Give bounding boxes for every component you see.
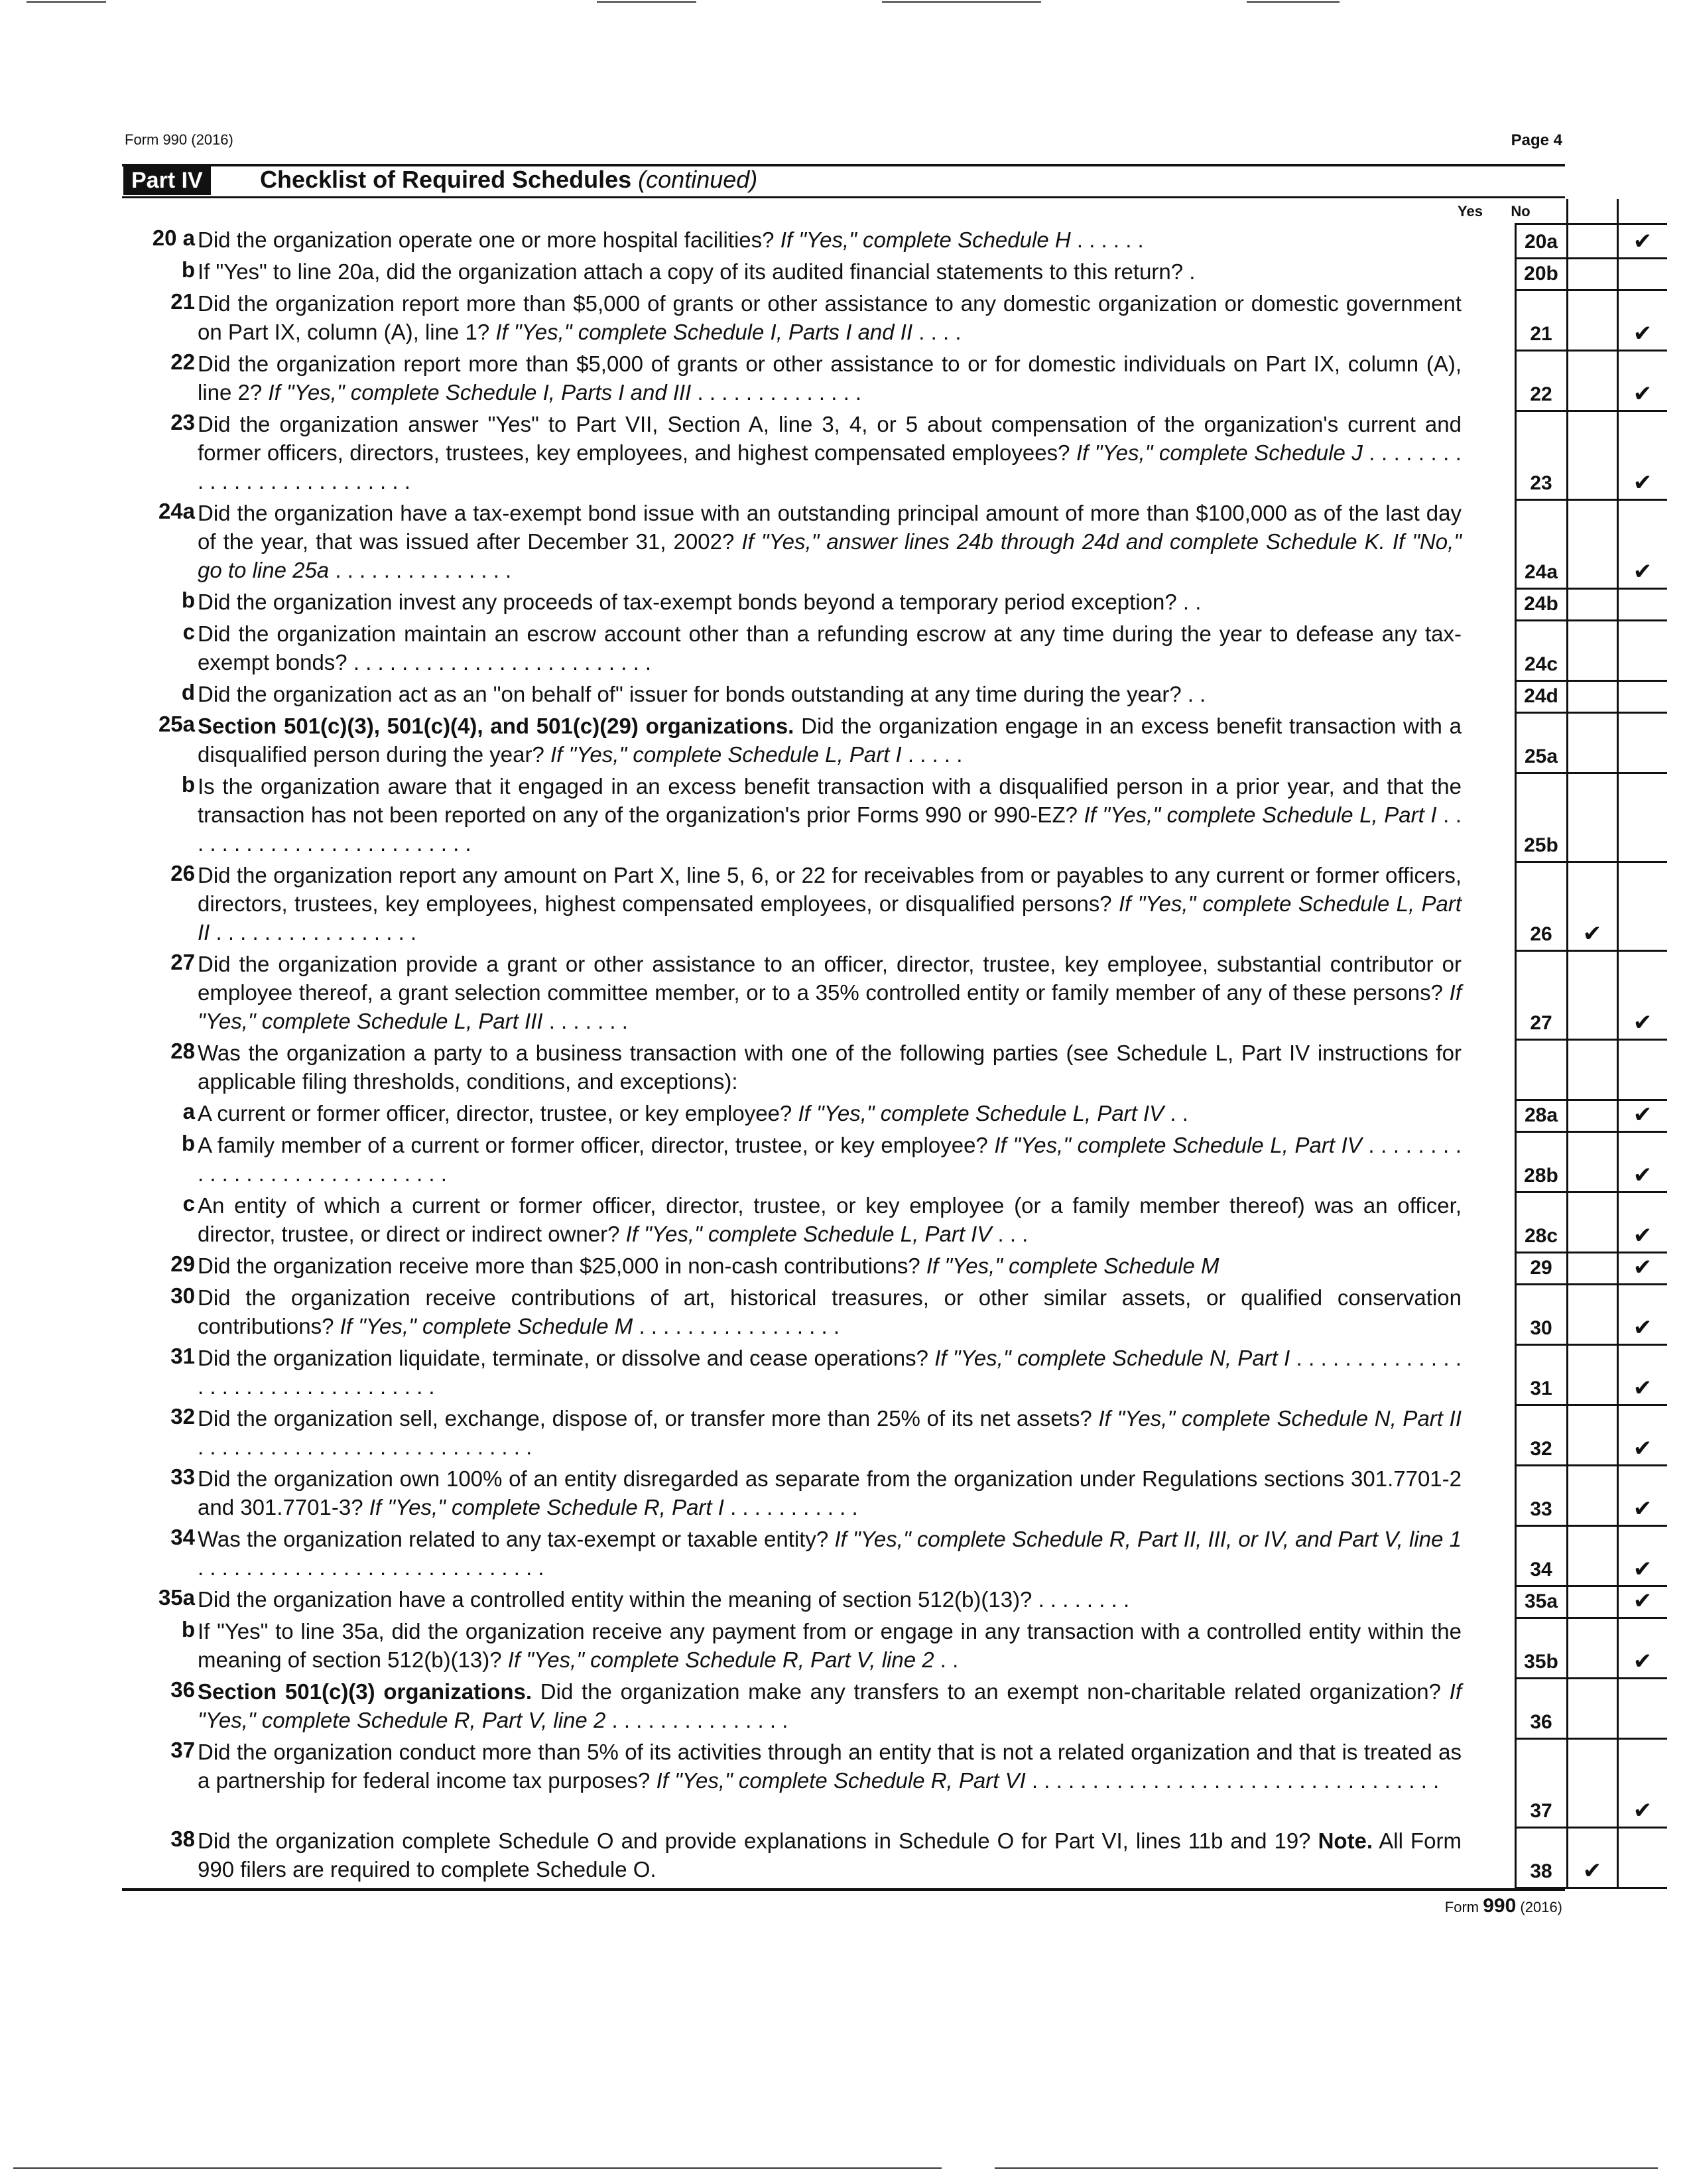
checklist-row bbox=[122, 1191, 1653, 1252]
line-reference: 32 bbox=[1530, 1438, 1552, 1460]
line-reference: 20a bbox=[1524, 231, 1558, 253]
line-reference: 36 bbox=[1530, 1711, 1552, 1733]
column-border bbox=[1515, 223, 1517, 1887]
line-reference: 24d bbox=[1524, 685, 1558, 707]
no-checkbox[interactable]: ✔ bbox=[1633, 381, 1653, 407]
checklist-row bbox=[122, 1525, 1653, 1585]
line-number: 38 bbox=[170, 1827, 195, 1851]
form-header: Form 990 (2016) bbox=[125, 131, 233, 148]
line-number: 20 a bbox=[152, 225, 195, 250]
question-text: Section 501(c)(3), 501(c)(4), and 501(c)(29) organizations. Did the organization engage in an excess benefit transaction with a disqualified person during the year? If "Yes," complete Schedule L, Part I . . . . . bbox=[198, 714, 1462, 767]
question-text: Was the organization related to any tax-exempt or taxable entity? If "Yes," complete Schedule R, Part II, III, or IV, and Part V, line 1 . . . . . . . . . . . . . . . . . . . . . . . . . . . . . bbox=[198, 1527, 1462, 1580]
line-reference: 20b bbox=[1524, 263, 1558, 285]
footer-form-number: 990 bbox=[1483, 1895, 1517, 1917]
no-checkbox[interactable]: ✔ bbox=[1633, 321, 1653, 346]
checklist-row bbox=[122, 588, 1565, 619]
scan-mark bbox=[597, 1, 696, 3]
no-checkbox[interactable]: ✔ bbox=[1633, 559, 1653, 584]
question-text: Did the organization operate one or more hospital facilities? If "Yes," complete Schedule H . . . . . . bbox=[198, 227, 1144, 252]
yes-column-header: Yes bbox=[1458, 203, 1483, 220]
checklist-row bbox=[122, 1252, 1653, 1283]
checklist-row bbox=[122, 257, 1565, 289]
line-number: b bbox=[181, 1617, 195, 1641]
line-reference: 24c bbox=[1524, 653, 1558, 675]
checklist-row bbox=[122, 1464, 1653, 1525]
question-text: Did the organization own 100% of an entity disregarded as separate from the organization under Regulations sections 301.7701-2 and 301.7701-3? If "Yes," complete Schedule R, Part I . . . . . . . . . . . bbox=[198, 1466, 1462, 1519]
no-checkbox[interactable]: ✔ bbox=[1633, 1255, 1653, 1280]
checklist-row bbox=[122, 619, 1565, 680]
part-title-text: Checklist of Required Schedules bbox=[260, 166, 632, 193]
line-reference: 23 bbox=[1530, 472, 1552, 494]
no-checkbox[interactable]: ✔ bbox=[1633, 470, 1653, 495]
question-text: Did the organization report more than $5,000 of grants or other assistance to any domestic organization or domestic government on Part IX, column (A), line 1? If "Yes," complete Schedule I, Parts I and II . . . . bbox=[198, 291, 1462, 344]
footer bbox=[1445, 1895, 1562, 1917]
line-number: b bbox=[181, 772, 195, 797]
no-checkbox[interactable]: ✔ bbox=[1633, 1436, 1653, 1461]
header-rule bbox=[122, 196, 1565, 198]
line-number: 23 bbox=[170, 410, 195, 434]
line-number: 29 bbox=[170, 1252, 195, 1276]
line-reference: 31 bbox=[1530, 1378, 1552, 1399]
no-checkbox[interactable]: ✔ bbox=[1633, 1588, 1653, 1614]
question-text: Did the organization answer "Yes" to Part VII, Section A, line 3, 4, or 5 about compensation of the organization's current and former officers, directors, trustees, key employees, and highest compensated employees? If "Yes," complete Schedule J . . . . . . . . . . . . . . . . . . . . . . . . . . bbox=[198, 412, 1462, 493]
scan-mark bbox=[27, 1, 106, 3]
question-text: Did the organization receive more than $25,000 in non-cash contributions? If "Yes," complete Schedule M bbox=[198, 1253, 1219, 1278]
question-text: Did the organization receive contributions of art, historical treasures, or other similar assets, or qualified conservation contributions? If "Yes," complete Schedule M . . . . . . . . . . . . . . . . . bbox=[198, 1285, 1462, 1338]
question-text: Was the organization a party to a business transaction with one of the following parties (see Schedule L, Part IV instructions for applicable filing thresholds, conditions, and exceptions): bbox=[198, 1041, 1462, 1094]
no-checkbox[interactable]: ✔ bbox=[1633, 1102, 1653, 1127]
line-reference: 28c bbox=[1524, 1225, 1558, 1247]
part-tag: Part IV bbox=[123, 166, 211, 195]
question-text: Did the organization maintain an escrow account other than a refunding escrow at any time during the year to defease any tax-exempt bonds? . . . . . . . . . . . . . . . . . . . . . . . . . bbox=[198, 621, 1462, 674]
no-checkbox[interactable]: ✔ bbox=[1633, 229, 1653, 254]
line-reference: 29 bbox=[1530, 1257, 1552, 1279]
line-number: b bbox=[181, 1131, 195, 1155]
line-number: 24a bbox=[158, 499, 195, 523]
checklist-row bbox=[122, 950, 1653, 1039]
line-number: 30 bbox=[170, 1283, 195, 1308]
line-reference: 21 bbox=[1530, 323, 1552, 345]
question-text: Did the organization invest any proceeds of tax-exempt bonds beyond a temporary period exception? . . bbox=[198, 590, 1202, 614]
question-text: A current or former officer, director, trustee, or key employee? If "Yes," complete Schedule L, Part IV . . bbox=[198, 1101, 1188, 1125]
line-number: b bbox=[181, 588, 195, 612]
checklist-row bbox=[122, 225, 1653, 257]
question-text: If "Yes" to line 35a, did the organization receive any payment from or engage in any transaction with a controlled entity within the meaning of section 512(b)(13)? If "Yes," complete Schedule R, Part V, line 2 . . bbox=[198, 1619, 1462, 1672]
line-number: 27 bbox=[170, 950, 195, 974]
column-header-divider bbox=[1515, 223, 1667, 225]
line-reference: 37 bbox=[1530, 1800, 1552, 1822]
line-reference: 24b bbox=[1524, 593, 1558, 615]
line-reference: 25a bbox=[1524, 745, 1558, 767]
checklist-row bbox=[122, 680, 1565, 712]
checklist-row bbox=[122, 1283, 1653, 1344]
part-title bbox=[260, 166, 757, 194]
question-text: Did the organization liquidate, terminate, or dissolve and cease operations? If "Yes," complete Schedule N, Part I . . . . . . . . . . . . . . . . . . . . . . . . . . . . . . . . . . bbox=[198, 1346, 1462, 1399]
question-text: Did the organization complete Schedule O and provide explanations in Schedule O for Part VI, lines 11b and 19? Note. All Form 990 filers are required to complete Schedule O. bbox=[198, 1829, 1462, 1882]
line-reference: 22 bbox=[1530, 383, 1552, 405]
checklist-row bbox=[122, 861, 1602, 950]
checklist-row bbox=[122, 410, 1653, 499]
checklist-row bbox=[122, 1099, 1653, 1131]
no-column-header: No bbox=[1511, 203, 1531, 220]
line-reference: 30 bbox=[1530, 1317, 1552, 1339]
checklist-row bbox=[122, 350, 1653, 410]
line-reference: 34 bbox=[1530, 1559, 1552, 1580]
checklist-row bbox=[122, 772, 1565, 861]
question-text: If "Yes" to line 20a, did the organization attach a copy of its audited financial statements to this return? . bbox=[198, 259, 1196, 284]
line-reference: 27 bbox=[1530, 1012, 1552, 1034]
no-checkbox[interactable]: ✔ bbox=[1633, 1649, 1653, 1674]
line-number: 35a bbox=[158, 1585, 195, 1610]
checklist-row bbox=[122, 289, 1653, 350]
question-text: An entity of which a current or former officer, director, trustee, or key employee (or a family member thereof) was an officer, director, trustee, or direct or indirect owner? If "Yes," complete Schedule L, Part IV . . . bbox=[198, 1193, 1462, 1246]
checklist-row bbox=[122, 1677, 1565, 1738]
checklist-row bbox=[122, 1738, 1653, 1827]
yes-checkbox[interactable]: ✔ bbox=[1582, 921, 1602, 946]
bottom-rule bbox=[122, 1888, 1565, 1891]
part-title-suffix: (continued) bbox=[638, 166, 758, 193]
yes-checkbox[interactable]: ✔ bbox=[1582, 1858, 1602, 1884]
line-number: c bbox=[182, 619, 195, 644]
line-reference: 38 bbox=[1530, 1860, 1552, 1882]
checklist-row bbox=[122, 1344, 1653, 1404]
line-number: a bbox=[182, 1099, 195, 1124]
footer-year: (2016) bbox=[1520, 1899, 1562, 1915]
no-checkbox[interactable]: ✔ bbox=[1633, 1798, 1653, 1823]
question-text: Is the organization aware that it engaged in an excess benefit transaction with a disqualified person in a prior year, and that the transaction has not been reported on any of the organization's prior Forms 990 or 990-EZ? If "Yes," complete Schedule L, Part I . . . . . . . . . . . . . . . . . . . . . . . . . bbox=[198, 774, 1462, 856]
checklist-row bbox=[122, 1131, 1653, 1191]
question-text: Did the organization report more than $5,000 of grants or other assistance to or for domestic individuals on Part IX, column (A), line 2? If "Yes," complete Schedule I, Parts I and III . . . . . . . . . . . . . . bbox=[198, 352, 1462, 405]
question-text: Did the organization have a tax-exempt bond issue with an outstanding principal amount of more than $100,000 as of the last day of the year, that was issued after December 31, 2002? If "Yes," answer lines 24b through 24d and complete Schedule K. If "No," go to line 25a . . . . . . . . . . . . . . . bbox=[198, 501, 1462, 582]
line-number: 31 bbox=[170, 1344, 195, 1368]
line-number: c bbox=[182, 1191, 195, 1216]
line-number: b bbox=[181, 257, 195, 282]
line-reference: 25b bbox=[1524, 834, 1558, 856]
checklist-row bbox=[122, 712, 1565, 772]
checklist-row bbox=[122, 1617, 1653, 1677]
line-number: 34 bbox=[170, 1525, 195, 1549]
scan-mark bbox=[1247, 1, 1340, 3]
line-number: 33 bbox=[170, 1464, 195, 1489]
question-text: Did the organization provide a grant or other assistance to an officer, director, trustee, key employee, substantial contributor or employee thereof, a grant selection committee member, or to a 35% controlled entity or family member of any of these persons? If "Yes," complete Schedule L, Part III . . . . . . . bbox=[198, 952, 1462, 1033]
checklist-row bbox=[122, 1404, 1653, 1464]
line-reference: 33 bbox=[1530, 1498, 1552, 1520]
question-text: Did the organization conduct more than 5% of its activities through an entity that is not a related organization and that is treated as a partnership for federal income tax purposes? If "Yes," complete Schedule R, Part VI . . . . . . . . . . . . . . . . . . . . . . . . . . . . . . . . . . bbox=[198, 1740, 1462, 1793]
no-checkbox[interactable]: ✔ bbox=[1633, 1496, 1653, 1521]
line-reference: 35a bbox=[1524, 1590, 1558, 1612]
no-checkbox[interactable]: ✔ bbox=[1633, 1223, 1653, 1248]
no-checkbox[interactable]: ✔ bbox=[1633, 1163, 1653, 1188]
column-border bbox=[1566, 199, 1568, 1887]
checklist-row bbox=[122, 499, 1653, 588]
no-checkbox[interactable]: ✔ bbox=[1633, 1557, 1653, 1582]
line-reference: 28b bbox=[1524, 1165, 1558, 1187]
line-number: 36 bbox=[170, 1677, 195, 1702]
line-number: 32 bbox=[170, 1404, 195, 1429]
scan-mark bbox=[882, 1, 1041, 3]
scan-mark bbox=[13, 2167, 942, 2169]
question-text: Section 501(c)(3) organizations. Did the organization make any transfers to an exempt non-charitable related organization? If "Yes," complete Schedule R, Part V, line 2 . . . . . . . . . . . . . . . bbox=[198, 1679, 1462, 1732]
scan-mark bbox=[995, 2167, 1658, 2169]
line-number: 26 bbox=[170, 861, 195, 885]
question-text: A family member of a current or former officer, director, trustee, or key employee? If "Yes," complete Schedule L, Part IV . . . . . . . . . . . . . . . . . . . . . . . . . . . . . bbox=[198, 1133, 1462, 1186]
checklist-row bbox=[122, 1585, 1653, 1617]
question-text: Did the organization sell, exchange, dispose of, or transfer more than 25% of its net assets? If "Yes," complete Schedule N, Part II . . . . . . . . . . . . . . . . . . . . . . . . . . . . bbox=[198, 1406, 1462, 1459]
checklist-row bbox=[122, 1827, 1602, 1887]
line-number: 25a bbox=[158, 712, 195, 736]
line-reference: 35b bbox=[1524, 1651, 1558, 1673]
line-number: 28 bbox=[170, 1039, 195, 1063]
checklist-row bbox=[122, 1039, 1565, 1099]
footer-prefix: Form bbox=[1444, 1899, 1479, 1915]
line-reference: 24a bbox=[1524, 561, 1558, 583]
question-text: Did the organization have a controlled entity within the meaning of section 512(b)(13)? . . . . . . . . bbox=[198, 1587, 1130, 1612]
column-border bbox=[1617, 199, 1619, 1887]
line-reference: 26 bbox=[1530, 923, 1552, 945]
line-number: 21 bbox=[170, 289, 195, 314]
question-text: Did the organization report any amount on Part X, line 5, 6, or 22 for receivables from or payables to any current or former officers, directors, trustees, key employees, highest compensated employees, or disqualified persons? If "Yes," complete Schedule L, Part II . . . . . . . . . . . . . . . . . bbox=[198, 863, 1462, 944]
no-checkbox[interactable]: ✔ bbox=[1633, 1010, 1653, 1035]
line-number: 22 bbox=[170, 350, 195, 374]
line-reference: 28a bbox=[1524, 1104, 1558, 1126]
no-checkbox[interactable]: ✔ bbox=[1633, 1376, 1653, 1401]
line-number: 37 bbox=[170, 1738, 195, 1762]
question-text: Did the organization act as an "on behalf of" issuer for bonds outstanding at any time during the year? . . bbox=[198, 682, 1206, 706]
no-checkbox[interactable]: ✔ bbox=[1633, 1315, 1653, 1340]
page-label: Page 4 bbox=[1511, 131, 1562, 149]
line-number: d bbox=[181, 680, 195, 704]
